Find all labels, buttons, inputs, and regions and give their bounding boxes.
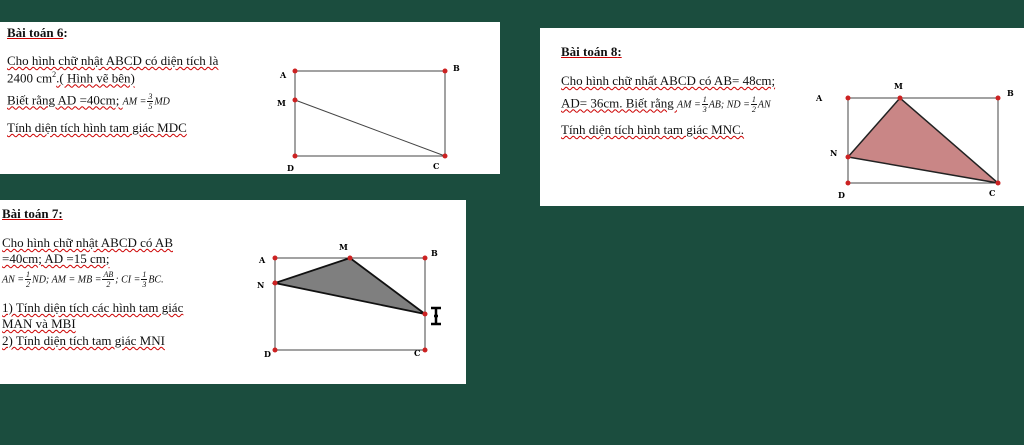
problem-7-line-3: AN = $\frac{1}{2}$ ND; AM = MB = $\frac{AB}{2}$ ; CI = $\frac{1}{3}$ BC. (2, 270, 164, 289)
label-B: B (1007, 88, 1014, 98)
label-C: C (989, 188, 996, 198)
label-N: N (830, 148, 838, 158)
problem-7-line-1: Cho hình chữ nhật ABCD có AB (2, 235, 173, 250)
label-B: B (453, 63, 460, 73)
label-A: A (259, 255, 266, 265)
label-M: M (277, 98, 286, 108)
problem-7-line-6: 2) Tính diện tích tam giác MNI (2, 333, 165, 348)
label-M: M (894, 81, 903, 91)
label-N: N (257, 280, 265, 290)
problem-8-figure (816, 78, 1020, 203)
text-cursor-icon (428, 306, 444, 326)
problem-8-line-3: Tính diện tích hình tam giác MNC. (561, 122, 745, 137)
problem-7-panel (0, 200, 466, 384)
problem-7-figure (255, 240, 455, 365)
label-D: D (264, 349, 271, 359)
problem-8-line-2: AD= 36cm. Biết rằng AM = $\frac{1}{3}$ AB; ND = $\frac{1}{2}$ AN (561, 95, 771, 114)
problem-7-line-2: =40cm; AD =15 cm; (2, 251, 110, 266)
problem-6-figure (275, 62, 475, 182)
problem-6-line-4: Tính diện tích hình tam giác MDC (7, 120, 187, 135)
problem-6-line-2: 2400 $cm^2$.( Hình vẽ bên) (7, 70, 135, 86)
problem-7-title: Bài toán 7: (2, 206, 63, 221)
label-C: C (414, 348, 421, 358)
problem-7-line-4: 1) Tính diện tích các hình tam giác (2, 300, 184, 315)
label-A: A (280, 70, 287, 80)
label-B: B (431, 248, 438, 258)
problem-8-line-1: Cho hình chữ nhất ABCD có AB= 48cm; (561, 73, 776, 88)
label-M: M (339, 242, 348, 252)
problem-6-line-1: Cho hình chữ nhật ABCD có diện tích là (7, 53, 219, 68)
label-A: A (816, 93, 823, 103)
problem-8-title: Bài toán 8: (561, 44, 622, 59)
problem-6-title: Bài toán 6: (7, 25, 68, 40)
problem-6-line-3: Biết rằng AD =40cm; AM = $\frac{3}{5}$ MD (7, 92, 170, 111)
problem-7-line-5: MAN và MBI (2, 316, 76, 331)
problem-6-panel (0, 22, 500, 174)
label-D: D (287, 163, 294, 173)
problem-8-panel (540, 28, 1024, 206)
label-D: D (838, 190, 845, 200)
label-C: C (433, 161, 440, 171)
